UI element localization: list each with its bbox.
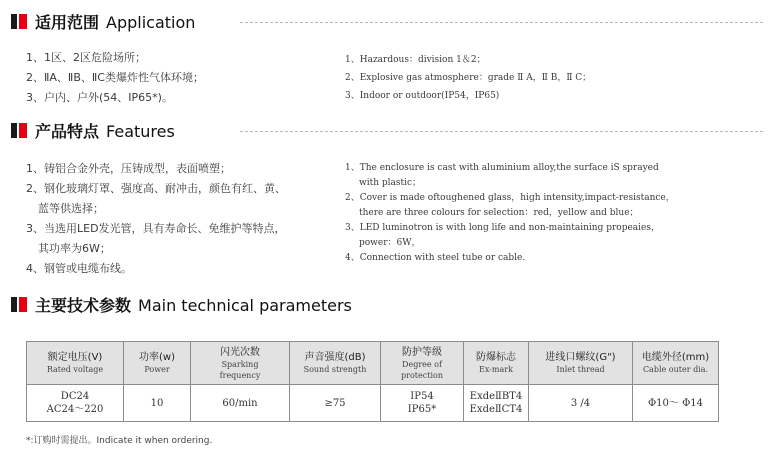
application-title-cn: 适用范围 bbox=[35, 13, 100, 32]
parameters-title bbox=[35, 293, 352, 316]
list-item: 2、钢化玻璃灯罩、强度高、耐冲击，颜色有红、黄、 bbox=[26, 182, 286, 195]
application-list-cn bbox=[26, 48, 204, 108]
table-cell bbox=[124, 385, 191, 422]
section-divider bbox=[240, 22, 763, 23]
list-item: 4、钢管或电缆布线。 bbox=[26, 262, 132, 275]
features-title-cn: 产品特点 bbox=[35, 122, 100, 141]
table-cell bbox=[529, 385, 633, 422]
section-divider bbox=[240, 131, 763, 132]
section-marker-red bbox=[19, 14, 27, 29]
list-item: 4、Connection with steel tube or cable. bbox=[345, 253, 526, 263]
section-marker-dark bbox=[11, 14, 17, 29]
table-cell bbox=[27, 385, 124, 422]
header-cell-inlet-thread bbox=[529, 342, 633, 385]
header-label-cn: 功率(w) bbox=[139, 352, 175, 363]
cell-line: ExdeⅡBT4 bbox=[469, 391, 523, 402]
cell-line: IP54 bbox=[410, 391, 434, 402]
cell-line: 10 bbox=[150, 397, 164, 409]
list-item: 其功率为6W； bbox=[38, 242, 111, 255]
list-item: 3、当选用LED发光管，具有寿命长、免维护等特点， bbox=[26, 222, 286, 235]
header-label-en: Rated voltage bbox=[46, 365, 104, 374]
parameters-section-header bbox=[0, 291, 771, 317]
features-list-en bbox=[345, 161, 675, 266]
header-label-en: Inlet thread bbox=[556, 365, 605, 374]
header-label-cn: 防爆标志 bbox=[476, 352, 516, 363]
table-cell bbox=[381, 385, 464, 422]
list-item: 2、ⅡA、ⅡB、ⅡC类爆炸性气体环境； bbox=[26, 71, 204, 84]
header-label-en: Degree of bbox=[402, 359, 442, 369]
application-section-header bbox=[0, 8, 771, 34]
list-item: 蓝等供选择； bbox=[38, 202, 104, 215]
header-label-en: Cable outer dia. bbox=[642, 365, 709, 374]
parameters-table bbox=[26, 341, 719, 422]
table-cell bbox=[191, 385, 290, 422]
list-item: 1、铸铝合金外壳，压铸成型，表面喷塑； bbox=[26, 162, 231, 175]
cell-line: Φ10～ Φ14 bbox=[647, 397, 704, 409]
header-label-en: Ex-mark bbox=[479, 365, 513, 374]
cell-line: IP65* bbox=[407, 404, 437, 415]
application-title bbox=[35, 10, 195, 33]
cell-line: ExdeⅡCT4 bbox=[469, 404, 523, 415]
header-label-cn: 防护等级 bbox=[402, 346, 442, 358]
header-label-en: Sound strength bbox=[303, 365, 367, 374]
list-item: 2、Cover is made oftoughened glass，high intensity,impact-resistance， bbox=[345, 193, 675, 203]
table-cell bbox=[633, 385, 719, 422]
cell-line: AC24～220 bbox=[46, 404, 104, 415]
section-marker-dark bbox=[11, 297, 17, 312]
list-item: 3、户内、户外(54、IP65*)。 bbox=[26, 91, 173, 104]
header-cell-sparking-frequency bbox=[191, 342, 290, 385]
header-cell-protection bbox=[381, 342, 464, 385]
parameters-title-cn: 主要技术参数 bbox=[35, 296, 132, 315]
cell-line: ≥75 bbox=[324, 397, 346, 409]
header-label-en: frequency bbox=[219, 370, 261, 380]
application-list-en bbox=[345, 51, 591, 105]
list-item: 1、1区、2区危险场所； bbox=[26, 51, 146, 64]
header-cell-cable-dia bbox=[633, 342, 719, 385]
header-label-en: Sparking bbox=[221, 359, 259, 369]
header-label-cn: 额定电压(V) bbox=[47, 352, 103, 363]
header-label-en: protection bbox=[401, 370, 443, 380]
header-cell-power bbox=[124, 342, 191, 385]
list-item: with plastic； bbox=[359, 178, 422, 188]
application-title-en: Application bbox=[106, 13, 196, 32]
header-cell-rated-voltage bbox=[27, 342, 124, 385]
header-label-cn: 声音强度(dB) bbox=[304, 352, 366, 363]
header-label-cn: 电缆外径(mm) bbox=[641, 352, 710, 363]
list-item: 1、The enclosure is cast with aluminium alloy,the surface iS sprayed bbox=[345, 163, 659, 173]
cell-line: 60/min bbox=[222, 397, 258, 409]
table-row bbox=[27, 385, 719, 422]
table-cell bbox=[464, 385, 529, 422]
list-item: 3、Indoor or outdoor(IP54，IP65) bbox=[345, 91, 500, 101]
section-marker-red bbox=[19, 297, 27, 312]
features-title-en: Features bbox=[106, 122, 175, 141]
section-marker-dark bbox=[11, 123, 17, 138]
header-cell-ex-mark bbox=[464, 342, 529, 385]
header-label-cn: 闪光次数 bbox=[220, 346, 260, 358]
cell-line: DC24 bbox=[60, 391, 90, 402]
header-label-cn: 进线口螺纹(G") bbox=[545, 352, 616, 363]
list-item: 2、Explosive gas atmosphere：grade Ⅱ A，Ⅱ B，Ⅱ C； bbox=[345, 73, 592, 83]
features-title bbox=[35, 119, 175, 142]
features-section-header bbox=[0, 117, 771, 143]
header-label-en: Power bbox=[144, 365, 170, 374]
list-item: there are three colours for selection：red，yellow and blue； bbox=[359, 208, 639, 218]
table-header-row bbox=[27, 342, 719, 385]
header-cell-sound-strength bbox=[290, 342, 381, 385]
list-item: 3、LED luminotron is with long life and non-maintaining propeaies， bbox=[345, 223, 660, 233]
section-marker-red bbox=[19, 123, 27, 138]
cell-line: 3 /4 bbox=[570, 397, 591, 409]
list-item: 1、Hazardous：division 1＆2； bbox=[345, 55, 486, 65]
ordering-note: *:订购时需提出。Indicate it when ordering. bbox=[26, 436, 213, 446]
table-cell bbox=[290, 385, 381, 422]
list-item: power：6W， bbox=[359, 238, 421, 248]
features-list-cn bbox=[26, 159, 286, 279]
parameters-title-en: Main technical parameters bbox=[138, 296, 352, 315]
